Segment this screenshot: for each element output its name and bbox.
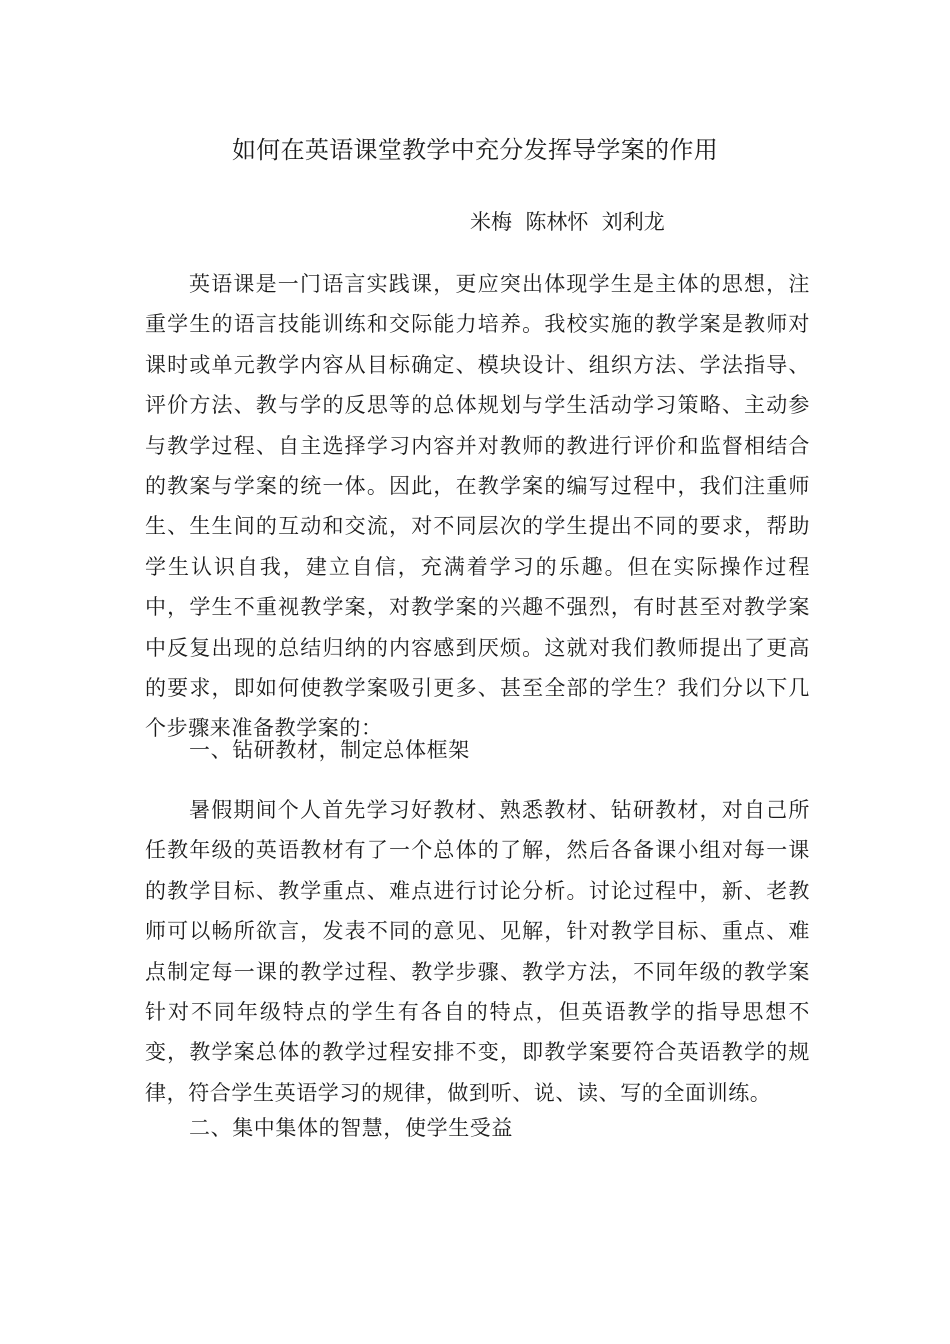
intro-paragraph: 英语课是一门语言实践课，更应突出体现学生是主体的思想，注重学生的语言技能训练和交际能力培养。我校实施的教学案是教师对课时或单元教学内容从目标确定、模块设计、组织方法、学法指导、评价方法、教与学的反思等的总体规划与学生活动学习策略、主动参与教学过程、自主选择学习内容并对教师的教进行评价和监督相结合的教案与学案的统一体。因此，在教学案的编写过程中，我们注重师生、生生间的互动和交流，对不同层次的学生提出不同的要求，帮助学生认识自我，建立自信，充满着学习的乐趣。但在实际操作过程中，学生不重视教学案，对教学案的兴趣不强烈，有时甚至对教学案中反复出现的总结归纳的内容感到厌烦。这就对我们教师提出了更高的要求，即如何使教学案吸引更多、甚至全部的学生？我们分以下几个步骤来准备教学案的： xyxy=(145,272,810,741)
authors-line: 米梅 陈林怀 刘利龙 xyxy=(470,210,665,234)
section-heading-2: 二、集中集体的智慧，使学生受益 xyxy=(189,1116,513,1140)
document-title: 如何在英语课堂教学中充分发挥导学案的作用 xyxy=(232,136,718,164)
section-1-paragraph: 暑假期间个人首先学习好教材、熟悉教材、钻研教材，对自己所任教年级的英语教材有了一个总体的了解，然后各备课小组对每一课的教学目标、教学重点、难点进行讨论分析。讨论过程中，新、老教师可以畅所欲言，发表不同的意见、见解，针对教学目标、重点、难点制定每一课的教学过程、教学步骤、教学方法，不同年级的教学案针对不同年级特点的学生有各自的特点，但英语教学的指导思想不变，教学案总体的教学过程安排不变，即教学案要符合英语教学的规律，符合学生英语学习的规律，做到听、说、读、写的全面训练。 xyxy=(145,798,810,1105)
section-heading-1: 一、钻研教材，制定总体框架 xyxy=(189,738,470,762)
